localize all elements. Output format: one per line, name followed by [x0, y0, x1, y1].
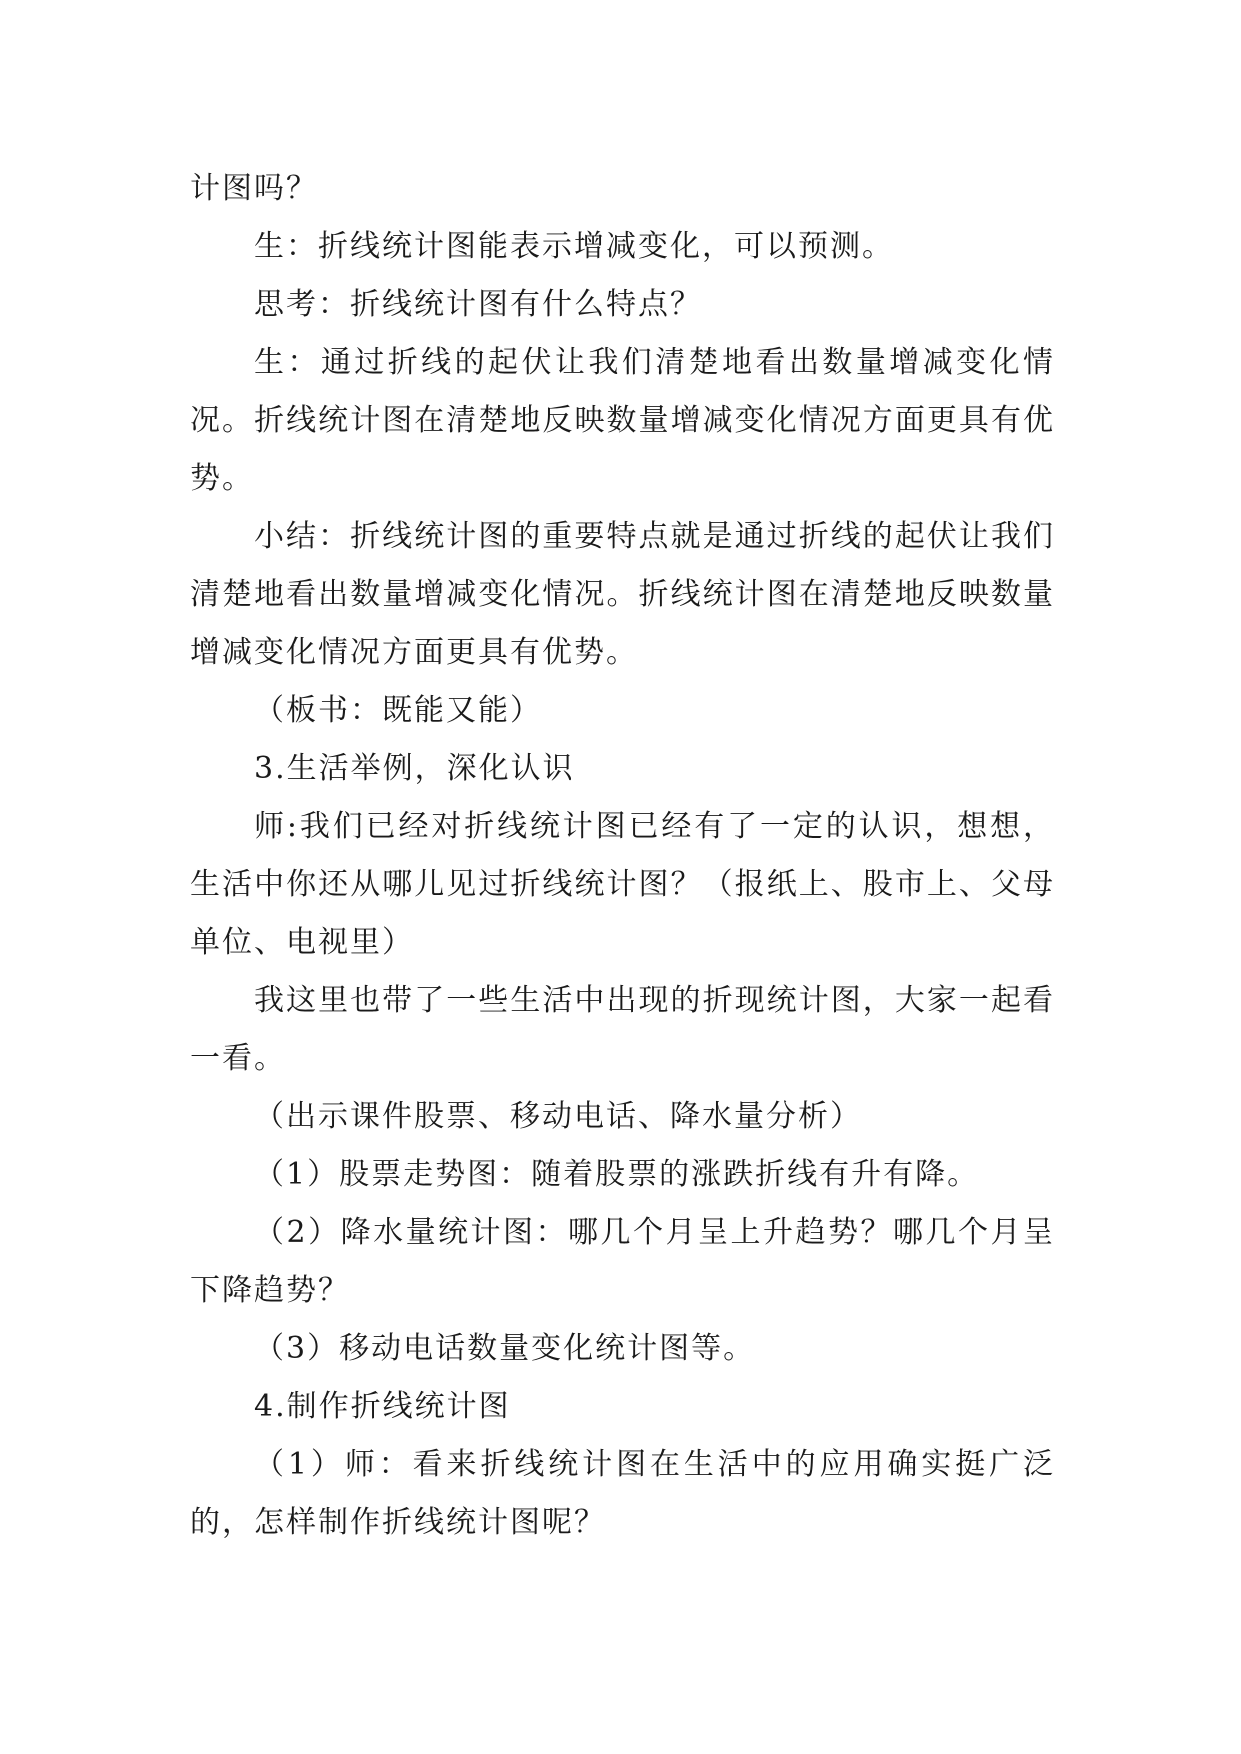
paragraph: 计图吗？ [190, 171, 318, 206]
paragraph: 小结：折线统计图的重要特点就是通过折线的起伏让我们清楚地看出数量增减变化情况。折线统计图在清楚地反映数量增减变化情况方面更具有优势。 [190, 519, 1055, 670]
paragraph: 生：通过折线的起伏让我们清楚地看出数量增减变化情况。折线统计图在清楚地反映数量增减变化情况方面更具有优势。 [190, 345, 1055, 496]
paragraph: （板书：既能又能） [254, 693, 542, 728]
paragraph: 思考：折线统计图有什么特点？ [254, 287, 702, 322]
section-heading: 3.生活举例，深化认识 [254, 751, 575, 786]
section-heading: 4.制作折线统计图 [254, 1389, 511, 1424]
list-item: （3）移动电话数量变化统计图等。 [254, 1331, 756, 1366]
paragraph: 师:我们已经对折线统计图已经有了一定的认识，想想，生活中你还从哪儿见过折线统计图？（报纸上、股市上、父母单位、电视里） [190, 809, 1055, 960]
paragraph: 我这里也带了一些生活中出现的折现统计图，大家一起看一看。 [190, 983, 1055, 1076]
paragraph: （1）师：看来折线统计图在生活中的应用确实挺广泛的，怎样制作折线统计图呢？ [190, 1447, 1055, 1540]
list-item: （2）降水量统计图：哪几个月呈上升趋势？哪几个月呈下降趋势？ [190, 1215, 1055, 1308]
paragraph: 生：折线统计图能表示增减变化，可以预测。 [254, 229, 894, 264]
document-body [190, 160, 1055, 1552]
list-item: （1）股票走势图：随着股票的涨跌折线有升有降。 [254, 1157, 980, 1192]
paragraph: （出示课件股票、移动电话、降水量分析） [254, 1099, 862, 1134]
